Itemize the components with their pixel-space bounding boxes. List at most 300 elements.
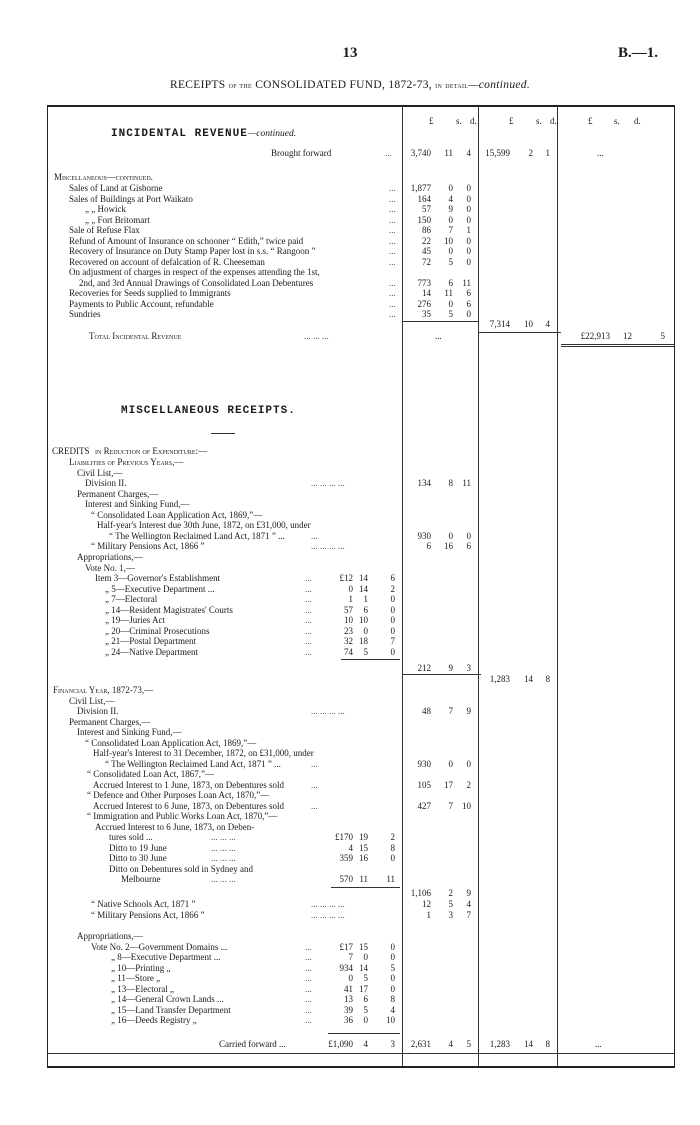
vote1-item-amount-pence: 6 bbox=[390, 573, 395, 583]
military-pensions-amount-shillings: 16 bbox=[444, 541, 453, 551]
vote1-total bbox=[48, 663, 674, 674]
accrued-interest-2 bbox=[48, 801, 674, 812]
ditto-sydney-amount-pounds: 570 bbox=[339, 874, 353, 884]
carried-forward-inner-shillings: 4 bbox=[363, 1039, 368, 1049]
vote2-item-amount-pence: 10 bbox=[386, 1015, 395, 1025]
cla-1869 bbox=[48, 510, 674, 521]
incidental-item-amount-shillings: 0 bbox=[448, 298, 453, 309]
incidental-total-amount-pence: 5 bbox=[660, 331, 665, 341]
unit-label: d. bbox=[470, 116, 477, 126]
leader-dots: ... bbox=[389, 193, 396, 204]
vote1-item-amount-pence: 7 bbox=[390, 636, 395, 646]
division-ii-amount-pence: 11 bbox=[462, 478, 471, 488]
vote2-item-amount-pounds: 0 bbox=[348, 973, 353, 983]
vote2-item-amount-pence: 0 bbox=[390, 941, 395, 952]
total-rule bbox=[561, 344, 674, 345]
accrued-interest-3b-amount-shillings: 19 bbox=[359, 832, 368, 842]
incidental-item-amount-shillings: 4 bbox=[448, 193, 453, 204]
vote1-item-label: Item 3—Governor's Establishment bbox=[95, 573, 221, 583]
wellington-act-label: “ The Wellington Reclaimed Land Act, 1871 ” ... bbox=[109, 530, 285, 541]
vote1-item bbox=[48, 626, 674, 637]
vote2-item-amount-shillings: 6 bbox=[363, 994, 368, 1004]
accrued-interest-2-amount-pounds: 427 bbox=[417, 800, 431, 811]
incidental-item-amount-pounds: 1,877 bbox=[410, 183, 431, 193]
wellington-act-2 bbox=[48, 759, 674, 770]
division-ii-amount-shillings: 8 bbox=[448, 478, 453, 488]
native-schools-amount-pounds: 12 bbox=[422, 899, 431, 909]
ditto-19-amount-pence: 8 bbox=[390, 842, 395, 853]
leader-dots: ... bbox=[389, 246, 396, 256]
accrued-interest-3a-label: Accrued Interest to 6 June, 1873, on Deben- bbox=[95, 821, 255, 832]
incidental-item-amount-pence: 6 bbox=[466, 288, 471, 298]
leader-dots: ... bbox=[389, 277, 396, 288]
civil-list bbox=[48, 468, 674, 479]
ditto-sydney-b bbox=[48, 874, 674, 885]
section-title-misc bbox=[121, 405, 296, 417]
incidental-item-label: Sundries bbox=[69, 309, 101, 319]
vote2-item-amount-pence: 0 bbox=[390, 983, 395, 994]
previous-years-total-amount-pence: 8 bbox=[545, 674, 550, 684]
brought-forward-label: Brought forward bbox=[271, 148, 332, 158]
half-year-interest-2-label: Half-year's Interest to 31 December, 1872, on £31,000, under bbox=[93, 748, 314, 758]
accrued-interest-1-amount-pounds: 105 bbox=[417, 779, 431, 790]
accrued-interest-3b bbox=[48, 832, 674, 843]
vote1-item-amount-shillings: 10 bbox=[359, 615, 368, 625]
incidental-total-label: Total Incidental Revenue bbox=[89, 331, 182, 341]
incidental-item-amount-pounds: 35 bbox=[422, 309, 431, 319]
leader-dots: ... bbox=[389, 309, 396, 319]
incidental-item-amount-shillings: 9 bbox=[448, 204, 453, 214]
vote2-item-amount-pounds: 36 bbox=[344, 1015, 353, 1025]
incidental-item-amount-shillings: 6 bbox=[448, 277, 453, 288]
incidental-item-amount-shillings: 0 bbox=[448, 183, 453, 193]
credits-heading-sub: in Reduction of Expenditure:— bbox=[95, 446, 208, 456]
cla-1869-label: “ Consolidated Loan Application Act, 1869,”— bbox=[91, 509, 263, 520]
leader-dots: ... bbox=[305, 636, 312, 646]
incidental-item-amount-pounds: 773 bbox=[417, 277, 431, 288]
subtotal-rule bbox=[328, 1033, 400, 1034]
incidental-item-label: Sales of Buildings at Port Waikato bbox=[69, 193, 193, 204]
accrued-interest-3b-label: tures sold ... bbox=[109, 832, 153, 842]
vote2-item-amount-shillings: 14 bbox=[359, 962, 368, 973]
previous-years-total bbox=[48, 674, 674, 685]
appropriations-2-label: Appropriations,— bbox=[77, 931, 143, 941]
incidental-item-label: „ „ Fort Britomart bbox=[85, 214, 150, 225]
wellington-act-amount-shillings: 0 bbox=[448, 530, 453, 541]
defence-act-1870-label: “ Defence and Other Purposes Loan Act, 1870,”— bbox=[87, 790, 270, 800]
incidental-item bbox=[48, 225, 674, 236]
column-units-header bbox=[48, 116, 674, 127]
immigration-total-amount-shillings: 2 bbox=[448, 888, 453, 898]
leader-dots: ... ... ... ... bbox=[311, 909, 345, 920]
vote1-item bbox=[48, 636, 674, 647]
vote1-total-amount-shillings: 9 bbox=[448, 663, 453, 673]
accrued-interest-3a bbox=[48, 822, 674, 833]
leader-dots: ... bbox=[311, 800, 318, 811]
accrued-interest-2-label: Accrued Interest to 6 June, 1873, on Debentures sold bbox=[93, 800, 284, 811]
vote1-item-amount-pence: 0 bbox=[390, 594, 395, 604]
vote2-item-label: „ 14—General Crown Lands ... bbox=[111, 994, 224, 1004]
vote2-item-amount-pounds: 7 bbox=[348, 952, 353, 962]
wellington-act-2-amount-pence: 0 bbox=[466, 758, 471, 769]
incidental-item-label: Refund of Amount of Insurance on schooner “ Edith,” twice paid bbox=[69, 235, 304, 246]
cla-1869-2-label: “ Consolidated Loan Application Act, 1869,”— bbox=[85, 737, 257, 748]
ditto-sydney-b-label: Melbourne bbox=[121, 874, 161, 884]
vote1-item bbox=[48, 584, 674, 595]
ditto-30-amount-pence: 0 bbox=[390, 853, 395, 863]
interest-sinking bbox=[48, 499, 674, 510]
vote2-item-amount-pounds: £17 bbox=[339, 941, 353, 952]
vote2-item-amount-pence: 0 bbox=[390, 952, 395, 962]
vote1-item-amount-pounds: 32 bbox=[344, 636, 353, 646]
vote-no-1 bbox=[48, 563, 674, 574]
accrued-interest-1-label: Accrued Interest to 1 June, 1873, on Debentures sold bbox=[93, 779, 284, 790]
incidental-item-amount-pence: 0 bbox=[466, 256, 471, 267]
leader-dots: ... bbox=[305, 962, 312, 973]
half-year-interest-2 bbox=[48, 748, 674, 759]
incidental-item-label: „ „ Howick bbox=[85, 204, 126, 214]
incidental-item-amount-shillings: 5 bbox=[448, 309, 453, 319]
misc-heading-label: Miscellaneous—continued. bbox=[54, 172, 153, 182]
vote1-item-amount-pounds: 0 bbox=[348, 583, 353, 594]
vote1-item-label: „ 19—Juries Act bbox=[105, 615, 165, 625]
incidental-item bbox=[48, 236, 674, 247]
ditto-30-amount-pounds: 359 bbox=[339, 853, 353, 863]
wellington-act-2-label: “ The Wellington Reclaimed Land Act, 1871 ” ... bbox=[105, 758, 281, 769]
incidental-item-amount-pounds: 86 bbox=[422, 225, 431, 235]
vote1-item bbox=[48, 573, 674, 584]
ledger-table bbox=[47, 105, 675, 1068]
section-title-incidental bbox=[111, 128, 296, 140]
cla-1869-2 bbox=[48, 738, 674, 749]
brought-forward-c2-pounds: 15,599 bbox=[485, 148, 510, 158]
incidental-item-amount-pounds: 14 bbox=[422, 288, 431, 298]
leader-dots: ... bbox=[311, 779, 318, 790]
military-pensions bbox=[48, 541, 674, 552]
brought-forward-c2-pence: 1 bbox=[545, 148, 550, 158]
leader-dots: ... ... ... ... bbox=[311, 706, 345, 716]
document-reference: B.—1. bbox=[617, 45, 658, 61]
brought-forward-c3: ... bbox=[597, 148, 604, 158]
vote2-item-amount-shillings: 0 bbox=[363, 952, 368, 962]
vote2-item-amount-pounds: 39 bbox=[344, 1004, 353, 1015]
unit-label: d. bbox=[634, 116, 641, 126]
division-ii-amount-pounds: 134 bbox=[417, 478, 431, 488]
incidental-item-amount-pence: 1 bbox=[466, 225, 471, 235]
incidental-item-amount-pounds: 164 bbox=[417, 193, 431, 204]
incidental-subtotal-pence: 4 bbox=[545, 319, 550, 329]
vote1-item bbox=[48, 594, 674, 605]
vote2-item-amount-pence: 8 bbox=[390, 994, 395, 1004]
incidental-item-amount-pounds: 45 bbox=[422, 246, 431, 256]
incidental-total-c1: ... bbox=[435, 331, 442, 341]
incidental-subtotal-pounds: 7,314 bbox=[489, 319, 510, 329]
defence-act-1870 bbox=[48, 790, 674, 801]
liabilities-label: Liabilities of Previous Years,— bbox=[69, 457, 184, 467]
brought-forward-c2-shillings: 2 bbox=[528, 148, 533, 158]
leader-dots: ... bbox=[389, 214, 396, 225]
brought-forward-c1-pounds: 3,740 bbox=[410, 148, 431, 158]
leader-dots: ... bbox=[389, 288, 396, 298]
ditto-30-amount-shillings: 16 bbox=[359, 853, 368, 863]
leader-dots: ... ... ... bbox=[211, 842, 236, 853]
vote2-item bbox=[48, 1015, 674, 1026]
incidental-item-label: 2nd, and 3rd Annual Drawings of Consolidated Loan Debentures bbox=[79, 277, 314, 288]
leader-dots: ... bbox=[389, 183, 396, 193]
military-pensions-2-amount-pounds: 1 bbox=[426, 909, 431, 920]
leader-dots: ... ... ... bbox=[211, 832, 236, 842]
ditto-19-label: Ditto to 19 June bbox=[109, 842, 167, 853]
leader-dots: ... bbox=[305, 973, 312, 983]
carried-forward-c3: ... bbox=[595, 1039, 602, 1049]
unit-label: s. bbox=[536, 116, 542, 126]
section-title-text: INCIDENTAL REVENUE bbox=[111, 128, 248, 140]
financial-year-label: Financial Year, 1872-73,— bbox=[53, 685, 154, 695]
incidental-total-amount-pounds: £22,913 bbox=[580, 331, 610, 341]
incidental-item-label: Recoveries for Seeds supplied to Immigrants bbox=[69, 288, 231, 298]
vote1-item-amount-pounds: 23 bbox=[344, 625, 353, 636]
page-title: RECEIPTS of the CONSOLIDATED FUND, 1872-73, in detail—continued. bbox=[169, 79, 530, 91]
native-schools-amount-pence: 4 bbox=[466, 899, 471, 909]
incidental-item bbox=[48, 299, 674, 310]
carried-forward-c2-pounds: 1,283 bbox=[489, 1039, 510, 1049]
vote2-item bbox=[48, 994, 674, 1005]
vote1-item-amount-pence: 0 bbox=[390, 615, 395, 625]
vote1-item-amount-pounds: 74 bbox=[344, 646, 353, 657]
civil-list-2 bbox=[48, 696, 674, 707]
previous-years-total-amount-shillings: 14 bbox=[524, 674, 533, 684]
incidental-item-label: Recovered on account of defalcation of R. Cheeseman bbox=[69, 256, 265, 267]
brought-forward-row bbox=[48, 148, 674, 159]
interest-sinking-2 bbox=[48, 727, 674, 738]
wellington-act-amount-pence: 0 bbox=[466, 530, 471, 541]
cla-1867 bbox=[48, 769, 674, 780]
interest-sinking-label: Interest and Sinking Fund,— bbox=[85, 499, 190, 509]
vote1-item-amount-shillings: 0 bbox=[363, 625, 368, 636]
vote2-item bbox=[48, 1005, 674, 1016]
military-pensions-2-amount-shillings: 3 bbox=[448, 909, 453, 920]
incidental-item bbox=[48, 257, 674, 268]
carried-forward-inner-pence: 3 bbox=[390, 1039, 395, 1049]
incidental-item-label: Payments to Public Account, refundable bbox=[69, 298, 214, 309]
vote1-item bbox=[48, 605, 674, 616]
native-schools-label: “ Native Schools Act, 1871 ” bbox=[91, 899, 196, 909]
cla-1867-label: “ Consolidated Loan Act, 1867,”— bbox=[87, 769, 214, 779]
appropriations-2 bbox=[48, 931, 674, 942]
incidental-item bbox=[48, 183, 674, 194]
wellington-act-2-amount-pounds: 930 bbox=[417, 758, 431, 769]
vote2-item-amount-pence: 4 bbox=[390, 1004, 395, 1015]
ditto-sydney-a bbox=[48, 864, 674, 875]
ditto-sydney-a-label: Ditto on Debentures sold in Sydney and bbox=[109, 863, 253, 874]
incidental-item-amount-pence: 0 bbox=[466, 183, 471, 193]
incidental-item-label: Sales of Land at Gisborne bbox=[69, 183, 163, 193]
division-ii bbox=[48, 478, 674, 489]
incidental-total-amount-shillings: 12 bbox=[623, 331, 632, 341]
unit-label: s. bbox=[614, 116, 620, 126]
vote1-item-amount-pounds: 57 bbox=[344, 604, 353, 615]
appropriations bbox=[48, 552, 674, 563]
vote2-item-label: „ 16—Deeds Registry „ bbox=[111, 1015, 197, 1025]
incidental-item-amount-pounds: 22 bbox=[422, 235, 431, 246]
vote1-item-amount-pounds: £12 bbox=[339, 573, 353, 583]
carried-forward-c2-pence: 8 bbox=[545, 1039, 550, 1049]
unit-label: £ bbox=[429, 116, 434, 126]
incidental-item-amount-pounds: 72 bbox=[422, 256, 431, 267]
previous-years-total-amount-pounds: 1,283 bbox=[489, 674, 510, 684]
vote1-item-label: „ 7—Electoral bbox=[105, 594, 158, 604]
immigration-total-amount-pounds: 1,106 bbox=[410, 888, 431, 898]
accrued-interest-3b-amount-pounds: £170 bbox=[335, 832, 353, 842]
ditto-30-june bbox=[48, 853, 674, 864]
incidental-item bbox=[48, 215, 674, 226]
vote1-total-amount-pence: 3 bbox=[466, 663, 471, 673]
carried-forward-c2-shillings: 14 bbox=[524, 1039, 533, 1049]
leader-dots: ... ... ... ... bbox=[311, 541, 345, 551]
accrued-interest-1 bbox=[48, 780, 674, 791]
carried-forward-c1-shillings: 4 bbox=[448, 1039, 453, 1049]
leader-dots: ... bbox=[389, 298, 396, 309]
immigration-act-1870 bbox=[48, 811, 674, 822]
wellington-act-amount-pounds: 930 bbox=[417, 530, 431, 541]
accrued-interest-1-amount-shillings: 17 bbox=[444, 779, 453, 790]
accrued-interest-1-amount-pence: 2 bbox=[466, 779, 471, 790]
unit-label: s. bbox=[456, 116, 462, 126]
incidental-item bbox=[48, 194, 674, 205]
vote1-item-amount-shillings: 6 bbox=[363, 604, 368, 615]
vote1-item-amount-shillings: 18 bbox=[359, 636, 368, 646]
accrued-interest-2-amount-shillings: 7 bbox=[448, 800, 453, 811]
vote2-item-amount-pounds: 934 bbox=[339, 962, 353, 973]
incidental-item-label: Recovery of Insurance on Duty Stamp Paper lost in s.s. “ Rangoon ” bbox=[69, 246, 316, 256]
credits-heading-label: CREDITS bbox=[52, 446, 90, 456]
incidental-item-amount-pounds: 57 bbox=[422, 204, 431, 214]
incidental-item-amount-shillings: 0 bbox=[448, 246, 453, 256]
immigration-act-1870-label: “ Immigration and Public Works Loan Act, 1870,”— bbox=[87, 811, 278, 821]
vote1-item-label: „ 24—Native Department bbox=[105, 646, 198, 657]
incidental-item-amount-pounds: 276 bbox=[417, 298, 431, 309]
leader-dots: ... ... ... bbox=[211, 874, 236, 884]
leader-dots: ... bbox=[305, 573, 312, 583]
incidental-item-amount-pence: 6 bbox=[466, 298, 471, 309]
leader-dots: ... ... ... bbox=[304, 331, 329, 341]
incidental-item-amount-shillings: 11 bbox=[444, 288, 453, 298]
vote2-item-label: „ 10—Printing „ bbox=[111, 962, 171, 973]
leader-dots: ... bbox=[389, 235, 396, 246]
section-title-suffix: —continued. bbox=[247, 129, 297, 139]
carried-forward-c1-pounds: 2,631 bbox=[410, 1039, 431, 1049]
vote2-item-amount-shillings: 15 bbox=[359, 941, 368, 952]
page-number: 13 bbox=[342, 45, 358, 61]
leader-dots: ... bbox=[311, 758, 318, 769]
vote2-item bbox=[48, 984, 674, 995]
vote2-item-amount-pounds: 41 bbox=[344, 983, 353, 994]
leader-dots: ... bbox=[305, 594, 312, 604]
immigration-total bbox=[48, 888, 674, 899]
incidental-item-label: Sale of Refuse Flax bbox=[69, 225, 140, 235]
ditto-sydney-amount-shillings: 11 bbox=[359, 874, 368, 884]
incidental-item-amount-pence: 0 bbox=[466, 193, 471, 204]
incidental-item bbox=[48, 288, 674, 299]
incidental-item-amount-pence: 11 bbox=[462, 277, 471, 288]
vote2-item-label: „ 11—Store „ bbox=[111, 973, 161, 983]
immigration-total-amount-pence: 9 bbox=[466, 888, 471, 898]
leader-dots: ... ... ... ... bbox=[311, 478, 345, 488]
ditto-sydney-amount-pence: 11 bbox=[386, 874, 395, 884]
vote1-item-label: „ 20—Criminal Prosecutions bbox=[105, 625, 210, 636]
carried-forward-row bbox=[48, 1039, 674, 1050]
vote1-item-amount-pence: 0 bbox=[390, 646, 395, 657]
incidental-item bbox=[48, 246, 674, 257]
vote1-item-amount-pence: 0 bbox=[390, 625, 395, 636]
incidental-item-amount-pence: 0 bbox=[466, 235, 471, 246]
vote1-item-amount-pence: 0 bbox=[390, 604, 395, 615]
vote2-item-amount-pence: 0 bbox=[390, 973, 395, 983]
vote1-item-amount-shillings: 5 bbox=[363, 646, 368, 657]
financial-year-heading bbox=[48, 685, 674, 696]
leader-dots: ... bbox=[305, 615, 312, 625]
vote1-item-amount-shillings: 14 bbox=[359, 583, 368, 594]
vote2-item-amount-shillings: 5 bbox=[363, 973, 368, 983]
ditto-19-amount-shillings: 15 bbox=[359, 842, 368, 853]
vote2-item bbox=[48, 942, 674, 953]
vote1-item-amount-shillings: 1 bbox=[363, 594, 368, 604]
division-ii-2-label: Division II. bbox=[77, 706, 119, 716]
division-ii-2-amount-pounds: 48 bbox=[422, 706, 431, 716]
unit-label: £ bbox=[509, 116, 514, 126]
military-pensions-label: “ Military Pensions Act, 1866 ” bbox=[91, 541, 205, 551]
leader-dots: ... bbox=[305, 646, 312, 657]
leader-dots: ... bbox=[305, 625, 312, 636]
leader-dots: ... bbox=[385, 148, 392, 158]
vote1-item-amount-pounds: 10 bbox=[344, 615, 353, 625]
ditto-30-label: Ditto to 30 June bbox=[109, 853, 167, 863]
vote2-item-amount-shillings: 5 bbox=[363, 1004, 368, 1015]
carried-forward-c1-pence: 5 bbox=[466, 1039, 471, 1049]
military-pensions-2-label: “ Military Pensions Act, 1866 ” bbox=[91, 909, 205, 920]
incidental-item-amount-shillings: 7 bbox=[448, 225, 453, 235]
incidental-item-amount-pounds: 150 bbox=[417, 214, 431, 225]
vote2-item-label: Vote No. 2—Government Domains ... bbox=[91, 941, 228, 952]
incidental-item bbox=[48, 204, 674, 215]
unit-label: d. bbox=[550, 116, 557, 126]
incidental-item-amount-shillings: 0 bbox=[448, 214, 453, 225]
interest-sinking-2-label: Interest and Sinking Fund,— bbox=[77, 727, 182, 737]
vote1-item-amount-shillings: 14 bbox=[359, 573, 368, 583]
incidental-item-amount-pence: 0 bbox=[466, 204, 471, 214]
ditto-19-amount-pounds: 4 bbox=[348, 842, 353, 853]
vote1-item bbox=[48, 647, 674, 658]
incidental-item bbox=[48, 278, 674, 289]
leader-dots: ... bbox=[305, 983, 312, 994]
carried-forward-label: Carried forward ... bbox=[219, 1039, 286, 1049]
civil-list-2-label: Civil List,— bbox=[69, 695, 115, 706]
wellington-act bbox=[48, 531, 674, 542]
native-schools-amount-shillings: 5 bbox=[448, 899, 453, 909]
military-pensions-amount-pence: 6 bbox=[466, 541, 471, 551]
vote1-total-amount-pounds: 212 bbox=[417, 663, 431, 673]
leader-dots: ... bbox=[305, 604, 312, 615]
leader-dots: ... bbox=[389, 204, 396, 214]
leader-dots: ... bbox=[311, 530, 318, 541]
vote2-item-amount-pounds: 13 bbox=[344, 994, 353, 1004]
accrued-interest-2-amount-pence: 10 bbox=[462, 800, 471, 811]
incidental-item-amount-pence: 0 bbox=[466, 214, 471, 225]
leader-dots: ... ... ... ... bbox=[311, 899, 345, 909]
vote1-item-label: „ 14—Resident Magistrates' Courts bbox=[105, 604, 233, 615]
subtotal-rule bbox=[341, 659, 400, 660]
military-pensions-amount-pounds: 6 bbox=[426, 541, 431, 551]
